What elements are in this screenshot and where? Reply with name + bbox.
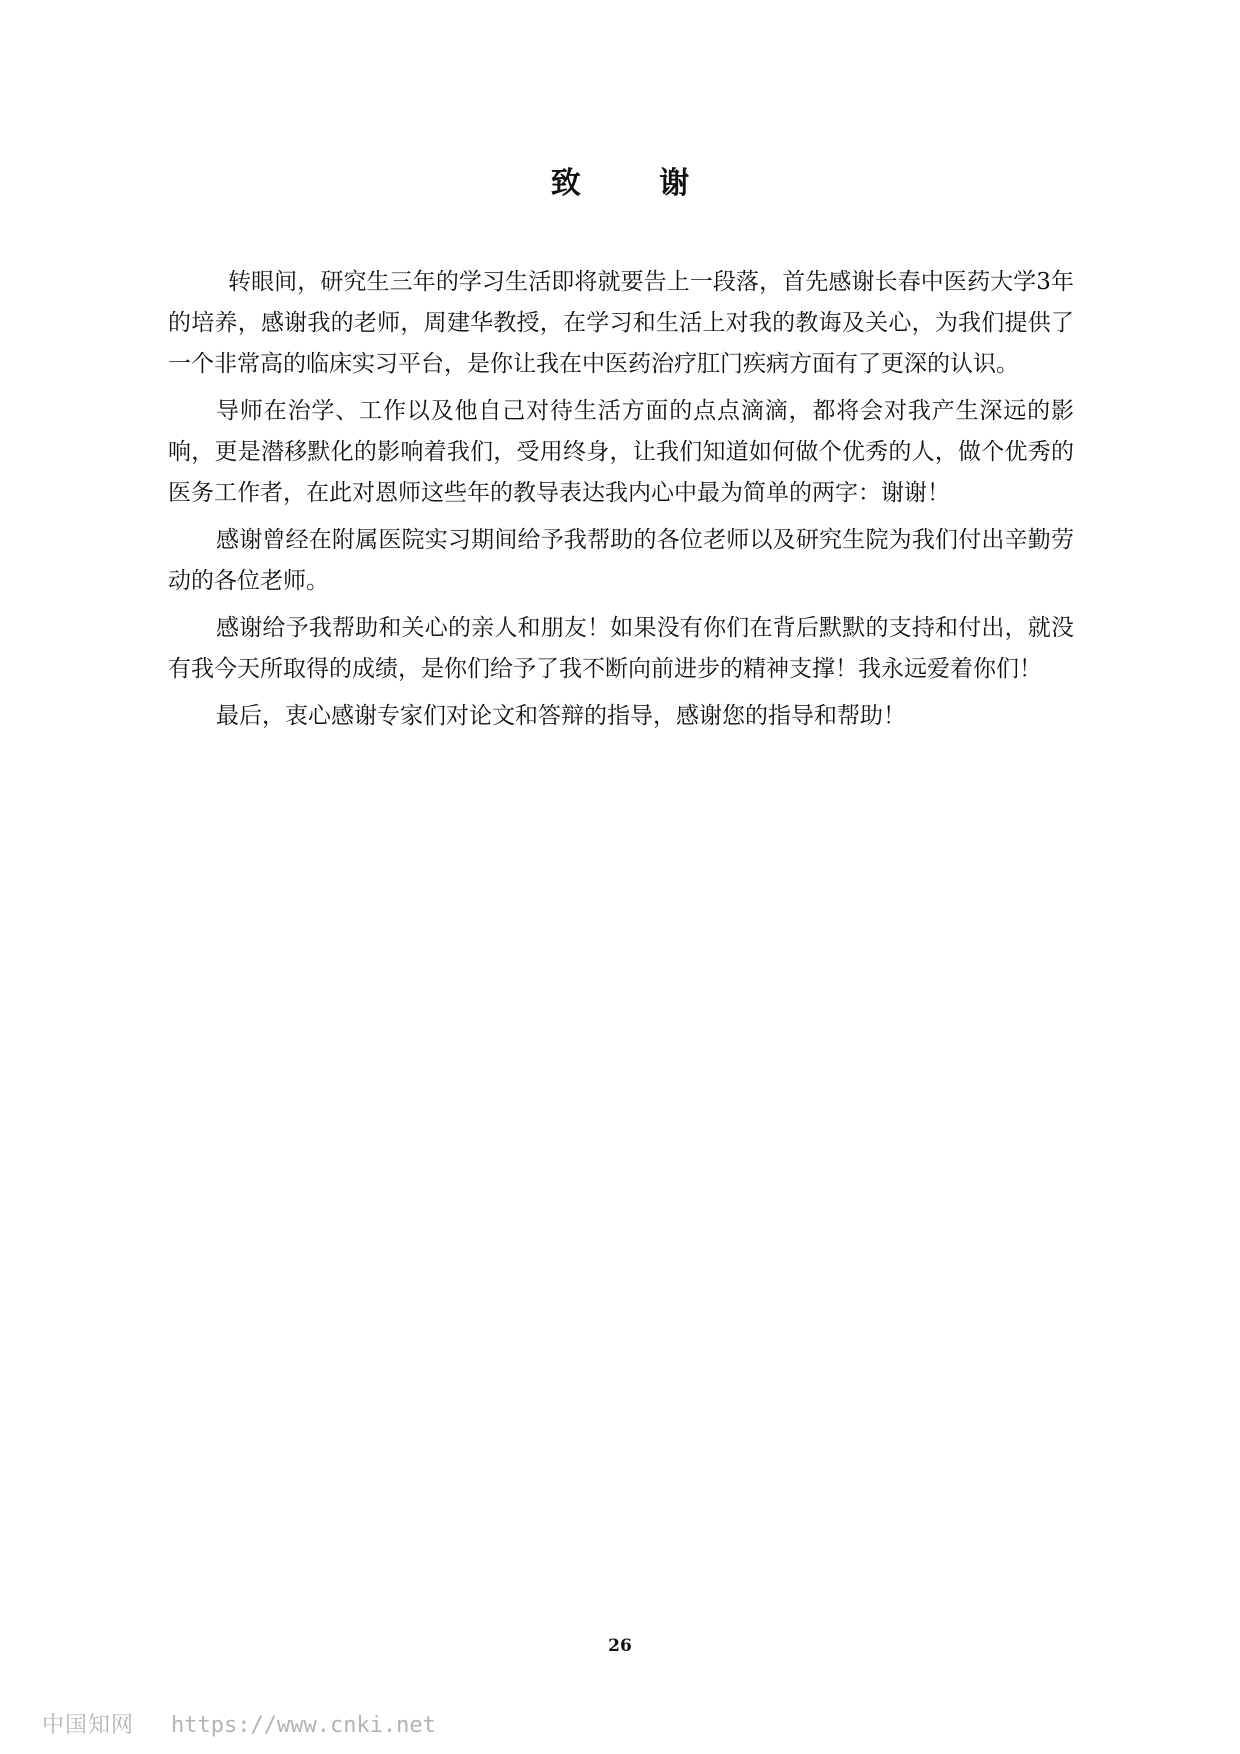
acknowledgement-body <box>168 262 1074 743</box>
paragraph-5: 最后，衷心感谢专家们对论文和答辩的指导，感谢您的指导和帮助！ <box>216 703 906 729</box>
watermark-brand: 中国知网 <box>42 1713 135 1738</box>
watermark <box>42 1708 436 1739</box>
paragraph-1: 转眼间，研究生三年的学习生活即将就要告上一段落，首先感谢长春中医药大学3年的培养，感谢我的老师，周建华教授，在学习和生活上对我的教诲及关心，为我们提供了一个非常高的临床实习平台，是你让我在中医药治疗肛门疾病方面有了更深的认识。 <box>168 269 1074 377</box>
paragraph-3: 感谢曾经在附属医院实习期间给予我帮助的各位老师以及研究生院为我们付出辛勤劳动的各位老师。 <box>168 527 1074 594</box>
page-number: 26 <box>608 1636 632 1656</box>
paragraph-4: 感谢给予我帮助和关心的亲人和朋友！如果没有你们在背后默默的支持和付出，就没有我今天所取得的成绩，是你们给予了我不断向前进步的精神支撑！我永远爱着你们！ <box>168 615 1074 682</box>
paragraph-2: 导师在治学、工作以及他自己对待生活方面的点点滴滴，都将会对我产生深远的影响，更是潜移默化的影响着我们，受用终身，让我们知道如何做个优秀的人，做个优秀的医务工作者，在此对恩师这些年的教导表达我内心中最为简单的两字：谢谢！ <box>168 398 1074 506</box>
page-title: 致 谢 <box>550 166 724 201</box>
watermark-url: https://www.cnki.net <box>171 1713 436 1738</box>
